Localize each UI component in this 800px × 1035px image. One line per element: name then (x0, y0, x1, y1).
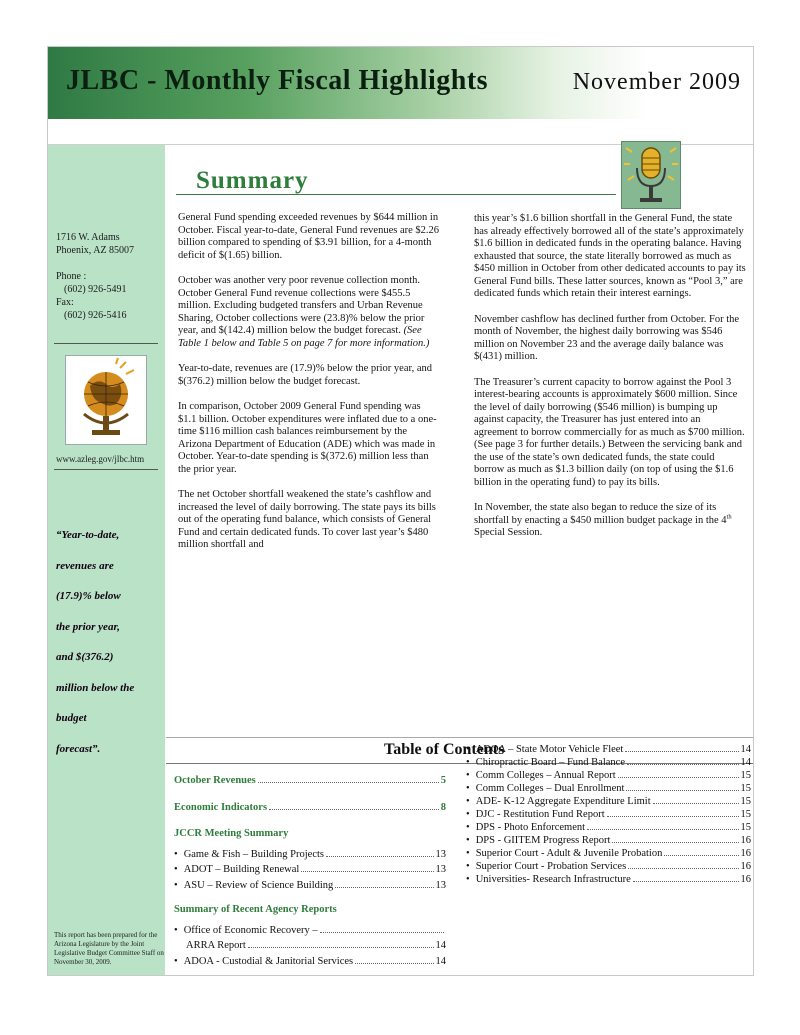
toc-left-column (174, 775, 446, 968)
summary-paragraph: The Treasurer’s current capacity to borrow against the Pool 3 interest-bearing accounts is approximately $600 million. Since the level of daily borrowing ($546 million) is bumping up against capacity, the Treasurer has just entered into an agreement to borrow commercially for as much as $700 million. (See page 3 for further details.) Between the servicing bank and the use of the state’s own dedicated funds, the state could borrow as much as $1.3 billion daily (on top of using the $1.6 billion in the operating fund) to pay its bills. (474, 376, 745, 488)
toc-entry[interactable] (466, 847, 751, 860)
globe-logo (65, 355, 147, 445)
pull-quote-line: and $(376.2) (56, 651, 114, 663)
toc-entry-label: • Office of Economic Recovery – (183, 924, 318, 936)
toc-entry-page: 14 (740, 744, 751, 755)
summary-paragraph (474, 502, 746, 540)
toc-entry-page: 15 (740, 809, 751, 820)
toc-entry-page: 14 (435, 955, 446, 967)
toc-entry-page: 15 (740, 783, 751, 794)
toc-entry[interactable] (466, 873, 751, 886)
toc-entry[interactable] (174, 849, 446, 862)
toc-entry-label: • ADE- K-12 Aggregate Expenditure Limit (475, 796, 651, 807)
toc-entry[interactable] (174, 925, 446, 938)
toc-entry-page: 16 (740, 861, 751, 872)
summary-paragraph-text: October was another very poor revenue collection month. October General Fund revenue collections were $455.5 million. Excluding budgeted transfers and Urban Revenue Sharing, October collections were (23.8)% below the prior year, and $(142.4) million below the budget forecast. (178, 275, 425, 336)
toc-entry-page: 16 (740, 874, 751, 885)
pull-quote-line: million below the (56, 681, 135, 694)
address-line-2: Phoenix, AZ 85007 (56, 245, 135, 256)
toc-entry-page: 15 (740, 796, 751, 807)
toc-entry[interactable] (174, 956, 446, 969)
title-banner (48, 47, 753, 119)
toc-entry-label: • Chiropractic Board – Fund Balance (475, 757, 625, 768)
toc-entry-page: 16 (740, 835, 751, 846)
toc-entry-label: • ADOA – State Motor Vehicle Fleet (475, 744, 624, 755)
pull-quote-line: “Year-to-date, (56, 529, 120, 541)
toc-entry-label: ARRA Report (186, 940, 246, 951)
pull-quote-line: forecast”. (56, 742, 101, 755)
toc-entry[interactable] (174, 940, 446, 953)
toc-entry-label: • Comm Colleges – Dual Enrollment (475, 783, 625, 794)
microphone-graphic (621, 141, 681, 209)
toc-entry-label: Economic Indicators (174, 801, 268, 813)
phone-label: Phone : (56, 271, 87, 282)
toc-entry[interactable] (174, 880, 446, 893)
toc-heading: Table of Contents (384, 741, 505, 758)
toc-entry-label: • Game & Fish – Building Projects (183, 848, 324, 860)
fax-label: Fax: (56, 297, 74, 308)
globe-icon (66, 356, 146, 444)
sidebar (48, 145, 165, 975)
pull-quote (56, 520, 164, 764)
issue-date: November 2009 (572, 69, 741, 95)
toc-entry-page: 13 (435, 879, 446, 891)
summary-paragraph: The net October shortfall weakened the state’s cashflow and increased the level of daily borrowing. The state pays its bills out of the operating fund balance, which consists of General Fund and certain dedicated funds. To cover last year’s $480 million shortfall and (178, 489, 436, 550)
toc-entry-label: • Superior Court - Probation Services (475, 861, 627, 872)
pull-quote-line: revenues are (56, 559, 114, 572)
toc-section-agency: Summary of Recent Agency Reports (174, 904, 337, 915)
summary-right-column (474, 213, 746, 553)
toc-top-rule (166, 737, 753, 738)
toc-entry-label: • DJC - Restitution Fund Report (475, 809, 605, 820)
pull-quote-line: the prior year, (56, 620, 120, 633)
summary-paragraph: General Fund spending exceeded revenues by $644 million in October. Fiscal year-to-date, General Fund revenues are $2.26 billion compared to spending of $3.91 billion, for a 4-month deficit of $(1.65) billion. (178, 212, 440, 261)
toc-entry[interactable] (466, 769, 751, 782)
newsletter-title: JLBC - Monthly Fiscal Highlights (66, 65, 489, 96)
microphone-icon (622, 142, 680, 208)
summary-paragraph: In comparison, October 2009 General Fund spending was $1.1 billion. October expenditures were inflated due to a one-time $116 million cash balances reimbursement by the Arizona Department of Education (ADE) which was made in October. Year-to-date spending is $(372.6) million less than the prior year. (178, 401, 437, 475)
toc-entry-label: • ADOA - Custodial & Janitorial Services (183, 955, 354, 967)
toc-entry[interactable] (466, 795, 751, 808)
fax-number: (602) 926-5416 (64, 310, 127, 321)
toc-entry[interactable] (174, 864, 446, 877)
pull-quote-line: budget (56, 712, 87, 724)
toc-entry-label: • ASU – Review of Science Building (183, 879, 334, 891)
sidebar-divider-2 (54, 469, 158, 470)
toc-section-jccr: JCCR Meeting Summary (174, 828, 289, 839)
summary-paragraph-text: Special Session. (474, 527, 543, 538)
toc-entry[interactable] (466, 756, 751, 769)
toc-entry-economic-indicators[interactable] (174, 802, 446, 815)
summary-left-column (178, 212, 440, 565)
toc-entry-october-revenues[interactable] (174, 775, 446, 788)
phone-number: (602) 926-5491 (64, 284, 127, 295)
toc-entry[interactable] (466, 782, 751, 795)
toc-entry-label: • DPS - GIITEM Progress Report (475, 835, 611, 846)
summary-paragraph-text: In November, the state also began to reduce the size of its shortfall by enacting a $450 million budget package in the 4 (474, 502, 727, 526)
toc-entry-label: • Superior Court - Adult & Juvenile Probation (475, 848, 663, 859)
toc-entry-page: 14 (435, 940, 446, 951)
address-line-1: 1716 W. Adams (56, 232, 120, 243)
toc-entry-label: • ADOT – Building Renewal (183, 864, 300, 875)
toc-entry[interactable] (466, 834, 751, 847)
toc-entry-page: 16 (740, 848, 751, 859)
toc-entry[interactable] (466, 860, 751, 873)
ordinal-suffix: th (726, 513, 732, 520)
summary-paragraph: Year-to-date, revenues are (17.9)% below the prior year, and $(376.2) million below the budget forecast. (178, 363, 432, 387)
summary-reference: (See Table 1 below and Table 5 on page 7 for more information.) (178, 325, 430, 349)
toc-entry-label: • DPS - Photo Enforcement (475, 822, 586, 833)
toc-entry-page: 15 (740, 770, 751, 781)
pull-quote-line: (17.9)% below (56, 590, 121, 602)
toc-entry-page: 13 (435, 848, 446, 860)
toc-entry[interactable] (466, 743, 751, 756)
toc-entry-page: 5 (440, 775, 446, 786)
toc-entry-page: 15 (740, 822, 751, 833)
toc-entry-label: • Comm Colleges – Annual Report (475, 770, 616, 781)
toc-entry-page: 8 (440, 801, 446, 813)
summary-paragraph (178, 275, 440, 350)
summary-paragraph: this year’s $1.6 billion shortfall in the General Fund, the state has already effectively borrowed all of the state’s approximately $1.6 billion in dedicated funds in the operating balance. Having exhausted that source, the state literally borrowed as much as $450 million in October from other dedicated accounts to pay its General Fund bills. These latter sources, known as “Pool 3,” are dedicated funds which retain their interest earnings. (474, 213, 746, 299)
website-url: www.azleg.gov/jlbc.htm (56, 454, 145, 464)
toc-entry-label: October Revenues (174, 775, 256, 786)
toc-entry-page: 14 (740, 757, 751, 768)
preparation-note: This report has been prepared for the Arizona Legislature by the Joint Legislative Budget Committee Staff on November 30, 2009. (54, 931, 164, 966)
toc-entry-page: 13 (435, 864, 446, 875)
toc-entry[interactable] (466, 808, 751, 821)
toc-entry-label: • Universities- Research Infrastructure (475, 874, 631, 885)
newsletter-page (47, 46, 754, 976)
toc-right-column (466, 743, 751, 886)
summary-heading: Summary (196, 167, 309, 194)
toc-entry[interactable] (466, 821, 751, 834)
sidebar-divider (54, 343, 158, 344)
summary-paragraph: November cashflow has declined further from October. For the month of November, the highest daily borrowing was $546 million on November 23 and the average daily balance was $(431) million. (474, 313, 740, 362)
summary-rule (176, 194, 616, 195)
